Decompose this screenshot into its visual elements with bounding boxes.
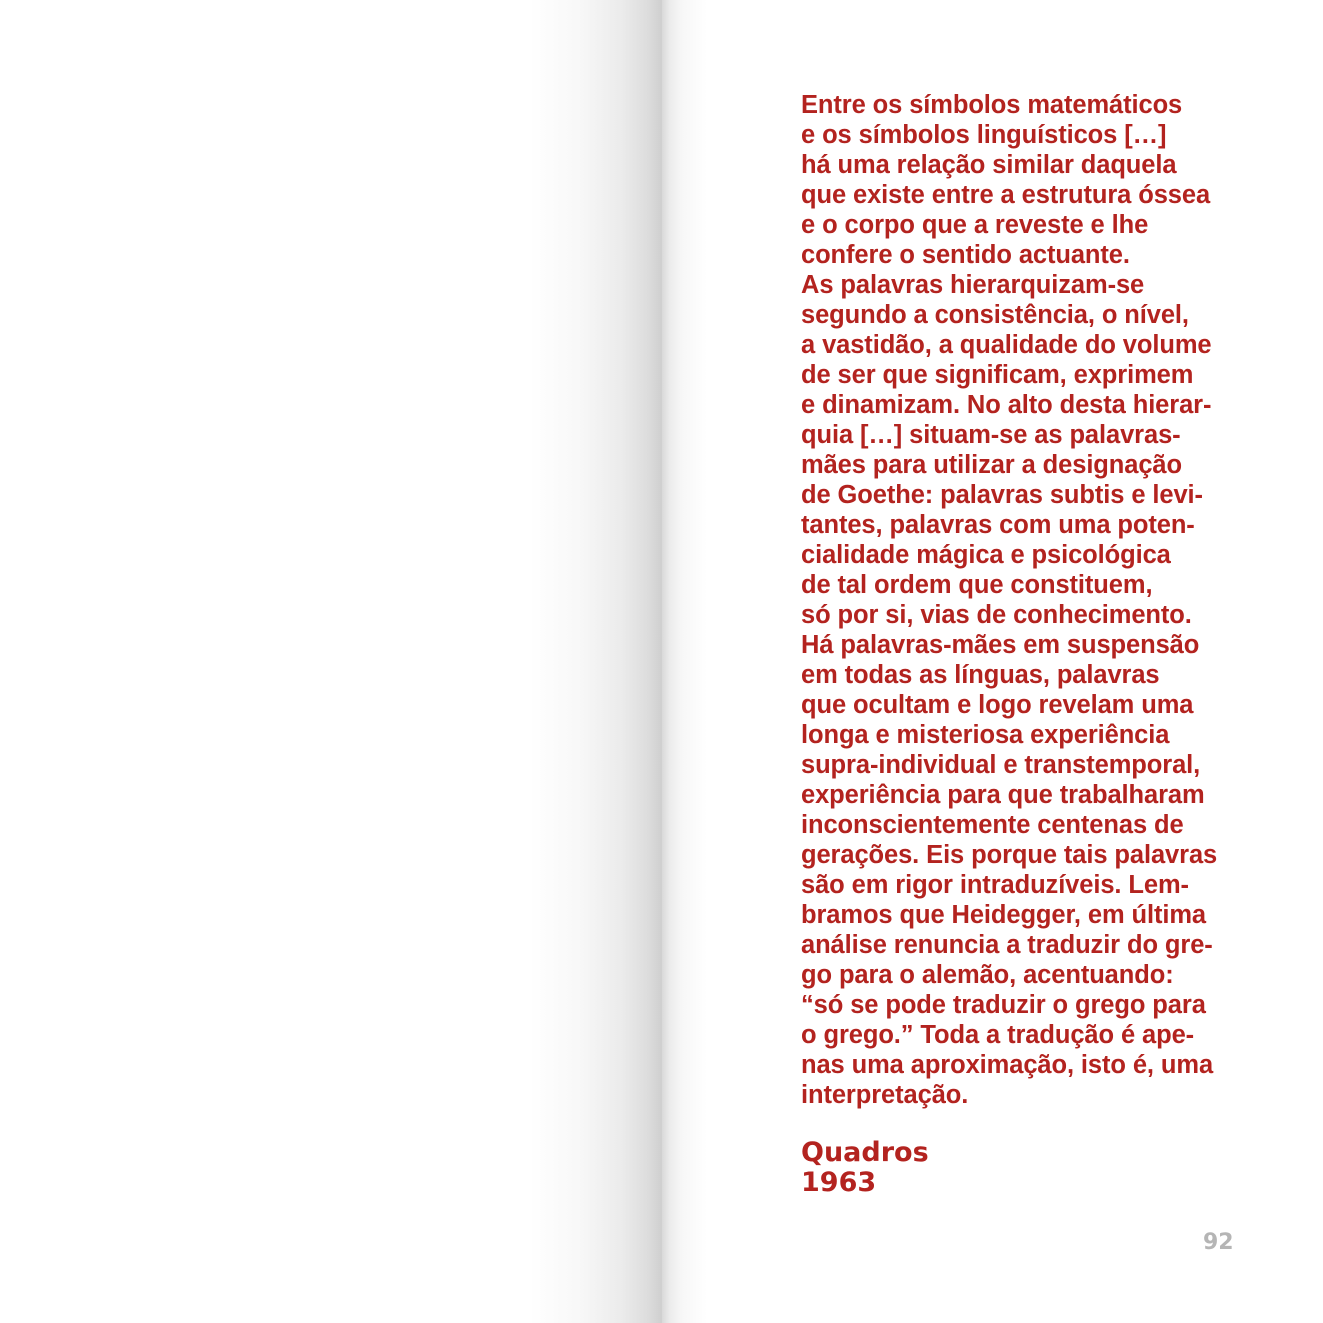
quote-line: gerações. Eis porque tais palavras <box>801 841 1218 869</box>
quote-line: de ser que significam, exprimem <box>801 361 1194 389</box>
attribution-name: Quadros <box>801 1137 929 1168</box>
quote-line: longa e misteriosa experiência <box>801 721 1170 749</box>
quote-line: de Goethe: palavras subtis e levi- <box>801 481 1203 509</box>
quote-line: inconscientemente centenas de <box>801 811 1184 839</box>
attribution-year: 1963 <box>801 1167 877 1198</box>
quote-line: confere o sentido actuante. <box>801 241 1130 269</box>
quote-line: só por si, vias de conhecimento. <box>801 601 1192 629</box>
quote-line: tantes, palavras com uma poten- <box>801 511 1195 539</box>
quote-line: de tal ordem que constituem, <box>801 571 1153 599</box>
page-number: 92 <box>1203 1230 1234 1255</box>
quote-line: segundo a consistência, o nível, <box>801 301 1189 329</box>
quote-line: supra-individual e transtemporal, <box>801 751 1201 779</box>
quote-line: a vastidão, a qualidade do volume <box>801 331 1212 359</box>
quote-line: mães para utilizar a designação <box>801 451 1182 479</box>
quote-line: que existe entre a estrutura óssea <box>801 181 1211 209</box>
quote-line: quia […] situam-se as palavras- <box>801 421 1181 449</box>
attribution <box>801 1138 929 1198</box>
quote-line: bramos que Heidegger, em última <box>801 901 1207 929</box>
quote-line: Entre os símbolos matemáticos <box>801 91 1183 119</box>
quote-line: em todas as línguas, palavras <box>801 661 1160 689</box>
quote-line: As palavras hierarquizam-se <box>801 271 1145 299</box>
quote-line: o grego.” Toda a tradução é ape- <box>801 1021 1195 1049</box>
quote-line: e o corpo que a reveste e lhe <box>801 211 1149 239</box>
quote-line: “só se pode traduzir o grego para <box>801 991 1206 1019</box>
quote-line: experiência para que trabalharam <box>801 781 1205 809</box>
quote-line: e dinamizam. No alto desta hierar- <box>801 391 1212 419</box>
quote-line: go para o alemão, acentuando: <box>801 961 1174 989</box>
quote-line: e os símbolos linguísticos […] <box>801 121 1167 149</box>
quote-text <box>801 90 1271 1110</box>
quote-line: cialidade mágica e psicológica <box>801 541 1171 569</box>
quote-line: nas uma aproximação, isto é, uma <box>801 1051 1214 1079</box>
quote-line: há uma relação similar daquela <box>801 151 1177 179</box>
quote-line: Há palavras-mães em suspensão <box>801 631 1200 659</box>
quote-line: análise renuncia a traduzir do gre- <box>801 931 1213 959</box>
quote-line: são em rigor intraduzíveis. Lem- <box>801 871 1189 899</box>
quote-line: que ocultam e logo revelam uma <box>801 691 1194 719</box>
quote-line: interpretação. <box>801 1081 969 1109</box>
